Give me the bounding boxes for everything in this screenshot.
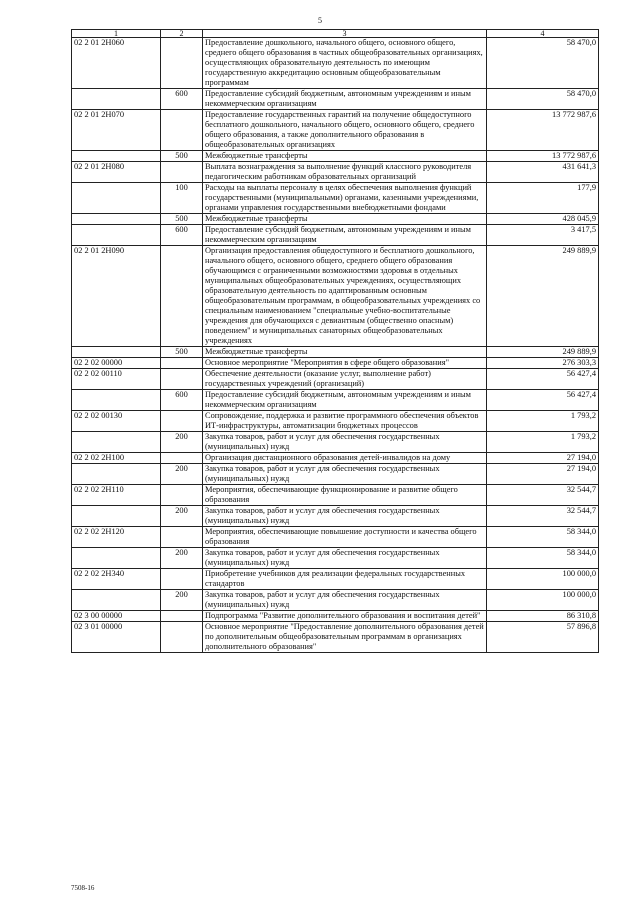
amount-cell: 428 045,9	[487, 214, 599, 225]
amount-cell: 57 896,8	[487, 622, 599, 653]
code-cell: 02 2 01 2Н070	[72, 110, 161, 151]
name-cell: Закупка товаров, работ и услуг для обеспечения государственных (муниципальных) нужд	[203, 590, 487, 611]
amount-cell: 58 344,0	[487, 527, 599, 548]
type-cell: 200	[161, 548, 203, 569]
type-cell	[161, 38, 203, 89]
name-cell: Организация предоставления общедоступного и бесплатного дошкольного, начального общего, основного общего, среднего общего образования обучающимся с ограниченными возможностями здоровья в отдельных муниципальных общеобразовательных учреждениях, осуществляющих образовательную деятельность по адаптированным основным общеобразовательным программам, в общеобразовательных учреждениях со специальным наименованием "специальные учебно-воспитательные учреждения для обучающихся с девиантным (общественно опасным) поведением" и муниципальных санаторных общеобразовательных учреждениях	[203, 246, 487, 347]
name-cell: Обеспечение деятельности (оказание услуг, выполнение работ) государственных учреждений (организаций)	[203, 369, 487, 390]
code-cell	[72, 225, 161, 246]
amount-cell: 249 889,9	[487, 246, 599, 347]
table-row	[72, 485, 599, 506]
name-cell: Основное мероприятие "Мероприятия в сфере общего образования"	[203, 358, 487, 369]
table-row	[72, 110, 599, 151]
amount-cell: 58 344,0	[487, 548, 599, 569]
code-cell: 02 2 01 2Н080	[72, 162, 161, 183]
column-header: 2	[161, 30, 203, 38]
code-cell: 02 2 02 2Н100	[72, 453, 161, 464]
type-cell: 200	[161, 506, 203, 527]
name-cell: Мероприятия, обеспечивающие функционирование и развитие общего образования	[203, 485, 487, 506]
type-cell: 600	[161, 390, 203, 411]
name-cell: Расходы на выплаты персоналу в целях обеспечения выполнения функций государственными (муниципальными) органами, казенными учреждениями, органами управления государственными внебюджетными фондами	[203, 183, 487, 214]
name-cell: Основное мероприятие "Предоставление дополнительного образования детей по дополнительным общеобразовательным программам в организациях дополнительного образования"	[203, 622, 487, 653]
amount-cell: 13 772 987,6	[487, 151, 599, 162]
name-cell: Предоставление субсидий бюджетным, автономным учреждениям и иным некоммерческим организациям	[203, 225, 487, 246]
code-cell	[72, 89, 161, 110]
type-cell: 500	[161, 214, 203, 225]
name-cell: Закупка товаров, работ и услуг для обеспечения государственных (муниципальных) нужд	[203, 464, 487, 485]
code-cell	[72, 506, 161, 527]
amount-cell: 1 793,2	[487, 411, 599, 432]
name-cell: Сопровождение, поддержка и развитие программного обеспечения объектов ИТ-инфраструктуры, автоматизации бюджетных процессов	[203, 411, 487, 432]
table-row	[72, 464, 599, 485]
amount-cell: 27 194,0	[487, 453, 599, 464]
table-header-row	[72, 30, 599, 38]
code-cell	[72, 432, 161, 453]
amount-cell: 100 000,0	[487, 590, 599, 611]
table-row	[72, 622, 599, 653]
table-row	[72, 246, 599, 347]
code-cell	[72, 590, 161, 611]
table-row	[72, 89, 599, 110]
amount-cell: 58 470,0	[487, 89, 599, 110]
table-row	[72, 611, 599, 622]
type-cell	[161, 369, 203, 390]
type-cell	[161, 453, 203, 464]
type-cell	[161, 569, 203, 590]
name-cell: Организация дистанционного образования детей-инвалидов на дому	[203, 453, 487, 464]
type-cell: 200	[161, 464, 203, 485]
type-cell	[161, 611, 203, 622]
table-row	[72, 411, 599, 432]
table-row	[72, 183, 599, 214]
column-header: 3	[203, 30, 487, 38]
amount-cell: 177,9	[487, 183, 599, 214]
name-cell: Межбюджетные трансферты	[203, 214, 487, 225]
amount-cell: 100 000,0	[487, 569, 599, 590]
code-cell	[72, 183, 161, 214]
type-cell: 200	[161, 590, 203, 611]
code-cell: 02 2 01 2Н090	[72, 246, 161, 347]
type-cell	[161, 622, 203, 653]
amount-cell: 3 417,5	[487, 225, 599, 246]
type-cell	[161, 485, 203, 506]
footer-code: 7508-16	[71, 884, 95, 892]
table-row	[72, 527, 599, 548]
name-cell: Закупка товаров, работ и услуг для обеспечения государственных (муниципальных) нужд	[203, 432, 487, 453]
name-cell: Межбюджетные трансферты	[203, 347, 487, 358]
amount-cell: 431 641,3	[487, 162, 599, 183]
name-cell: Выплата вознаграждения за выполнение функций классного руководителя педагогическим работникам образовательных организаций	[203, 162, 487, 183]
column-header: 4	[487, 30, 599, 38]
name-cell: Предоставление субсидий бюджетным, автономным учреждениям и иным некоммерческим организациям	[203, 89, 487, 110]
code-cell: 02 2 02 00130	[72, 411, 161, 432]
amount-cell: 56 427,4	[487, 390, 599, 411]
amount-cell: 32 544,7	[487, 485, 599, 506]
table-row	[72, 151, 599, 162]
amount-cell: 27 194,0	[487, 464, 599, 485]
code-cell	[72, 214, 161, 225]
name-cell: Приобретение учебников для реализации федеральных государственных стандартов	[203, 569, 487, 590]
name-cell: Мероприятия, обеспечивающие повышение доступности и качества общего образования	[203, 527, 487, 548]
table-row	[72, 347, 599, 358]
table-row	[72, 162, 599, 183]
code-cell	[72, 464, 161, 485]
table-row	[72, 390, 599, 411]
code-cell: 02 2 01 2Н060	[72, 38, 161, 89]
table-row	[72, 453, 599, 464]
code-cell: 02 2 02 2Н340	[72, 569, 161, 590]
amount-cell: 276 303,3	[487, 358, 599, 369]
code-cell: 02 2 02 2Н120	[72, 527, 161, 548]
type-cell	[161, 411, 203, 432]
table-row	[72, 548, 599, 569]
type-cell	[161, 246, 203, 347]
table-row	[72, 214, 599, 225]
amount-cell: 58 470,0	[487, 38, 599, 89]
code-cell: 02 3 00 00000	[72, 611, 161, 622]
budget-table	[71, 29, 599, 653]
code-cell	[72, 390, 161, 411]
code-cell	[72, 151, 161, 162]
name-cell: Межбюджетные трансферты	[203, 151, 487, 162]
amount-cell: 249 889,9	[487, 347, 599, 358]
table-row	[72, 358, 599, 369]
code-cell: 02 2 02 00110	[72, 369, 161, 390]
amount-cell: 86 310,8	[487, 611, 599, 622]
amount-cell: 1 793,2	[487, 432, 599, 453]
type-cell: 600	[161, 89, 203, 110]
name-cell: Закупка товаров, работ и услуг для обеспечения государственных (муниципальных) нужд	[203, 548, 487, 569]
type-cell	[161, 162, 203, 183]
table-row	[72, 369, 599, 390]
name-cell: Закупка товаров, работ и услуг для обеспечения государственных (муниципальных) нужд	[203, 506, 487, 527]
code-cell: 02 2 02 00000	[72, 358, 161, 369]
table-row	[72, 225, 599, 246]
type-cell	[161, 527, 203, 548]
name-cell: Подпрограмма "Развитие дополнительного образования и воспитания детей"	[203, 611, 487, 622]
amount-cell: 56 427,4	[487, 369, 599, 390]
type-cell: 200	[161, 432, 203, 453]
code-cell	[72, 548, 161, 569]
type-cell: 600	[161, 225, 203, 246]
table-row	[72, 569, 599, 590]
table-row	[72, 590, 599, 611]
type-cell	[161, 110, 203, 151]
code-cell: 02 2 02 2Н110	[72, 485, 161, 506]
code-cell	[72, 347, 161, 358]
type-cell: 500	[161, 347, 203, 358]
name-cell: Предоставление государственных гарантий на получение общедоступного бесплатного дошкольного, начального общего, основного общего, среднего общего образования, а также дополнительного образования в общеобразовательных организациях	[203, 110, 487, 151]
name-cell: Предоставление дошкольного, начального общего, основного общего, среднего общего образования в частных общеобразовательных организациях, осуществляющих образовательную деятельность по имеющим государственную аккредитацию основным общеобразовательным программам	[203, 38, 487, 89]
amount-cell: 32 544,7	[487, 506, 599, 527]
type-cell: 100	[161, 183, 203, 214]
page-number: 5	[318, 16, 322, 25]
code-cell: 02 3 01 00000	[72, 622, 161, 653]
table-row	[72, 506, 599, 527]
amount-cell: 13 772 987,6	[487, 110, 599, 151]
table-row	[72, 38, 599, 89]
type-cell: 500	[161, 151, 203, 162]
name-cell: Предоставление субсидий бюджетным, автономным учреждениям и иным некоммерческим организациям	[203, 390, 487, 411]
column-header: 1	[72, 30, 161, 38]
type-cell	[161, 358, 203, 369]
table-row	[72, 432, 599, 453]
